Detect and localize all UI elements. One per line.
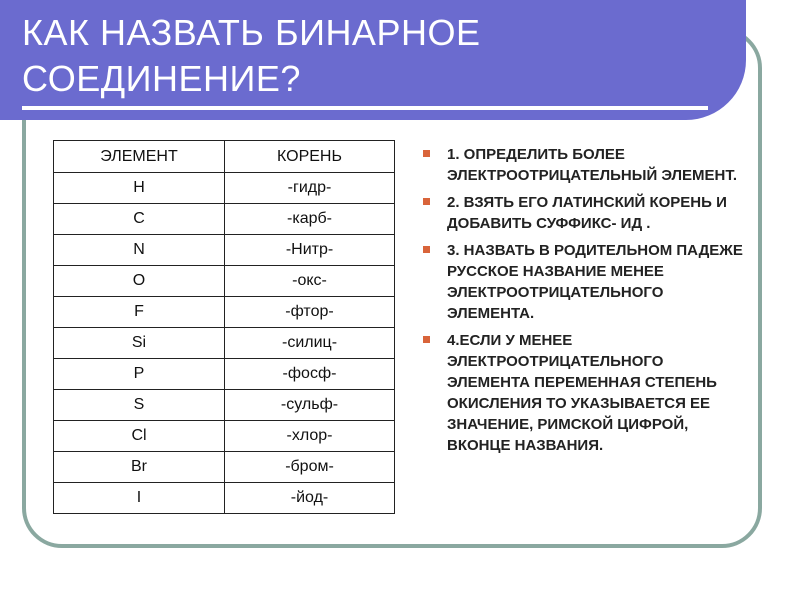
slide-title xyxy=(22,10,722,102)
element-cell: Si xyxy=(54,328,225,359)
root-cell: -сульф- xyxy=(225,390,395,421)
element-cell: O xyxy=(54,266,225,297)
list-item xyxy=(415,330,745,456)
element-root-table xyxy=(53,140,395,514)
title-line-2: СОЕДИНЕНИЕ? xyxy=(22,58,301,99)
root-cell: -фтор- xyxy=(225,297,395,328)
element-cell: Br xyxy=(54,452,225,483)
element-cell: S xyxy=(54,390,225,421)
bullet-icon xyxy=(423,246,430,253)
element-cell: P xyxy=(54,359,225,390)
root-cell: -фосф- xyxy=(225,359,395,390)
table-row xyxy=(54,483,395,514)
element-cell: F xyxy=(54,297,225,328)
table-row xyxy=(54,204,395,235)
rule-text-3: 3. НАЗВАТЬ В РОДИТЕЛЬНОМ ПАДЕЖЕ РУССКОЕ НАЗВАНИЕ МЕНЕЕ ЭЛЕКТРООТРИЦАТЕЛЬНОГО ЭЛЕМЕНТА. xyxy=(447,242,743,322)
rule-text-2: 2. ВЗЯТЬ ЕГО ЛАТИНСКИЙ КОРЕНЬ И ДОБАВИТЬ СУФФИКС- ИД . xyxy=(447,194,727,232)
element-cell: I xyxy=(54,483,225,514)
element-cell: H xyxy=(54,173,225,204)
root-cell: -бром- xyxy=(225,452,395,483)
table-row xyxy=(54,235,395,266)
table-row xyxy=(54,390,395,421)
rule-text-4: 4.ЕСЛИ У МЕНЕЕ ЭЛЕКТРООТРИЦАТЕЛЬНОГО ЭЛЕМЕНТА ПЕРЕМЕННАЯ СТЕПЕНЬ ОКИСЛЕНИЯ ТО УКАЗЫВАЕТСЯ ЕЕ ЗНАЧЕНИЕ, РИМСКОЙ ЦИФРОЙ, ВКОНЦЕ НАЗВАНИЯ. xyxy=(447,332,717,454)
element-root-table-container xyxy=(53,140,395,514)
bullet-icon xyxy=(423,198,430,205)
rule-text-1: 1. ОПРЕДЕЛИТЬ БОЛЕЕ ЭЛЕКТРООТРИЦАТЕЛЬНЫЙ ЭЛЕМЕНТ. xyxy=(447,146,737,184)
table-row xyxy=(54,266,395,297)
root-cell: -хлор- xyxy=(225,421,395,452)
title-banner xyxy=(0,0,746,120)
table-row xyxy=(54,452,395,483)
title-line-1: КАК НАЗВАТЬ БИНАРНОЕ xyxy=(22,12,481,53)
bullet-icon xyxy=(423,150,430,157)
root-cell: -карб- xyxy=(225,204,395,235)
table-row xyxy=(54,297,395,328)
column-header-element: ЭЛЕМЕНТ xyxy=(54,141,225,173)
root-cell: -Нитр- xyxy=(225,235,395,266)
list-item xyxy=(415,144,745,186)
list-item xyxy=(415,192,745,234)
element-cell: C xyxy=(54,204,225,235)
root-cell: -йод- xyxy=(225,483,395,514)
table-row xyxy=(54,359,395,390)
bullet-icon xyxy=(423,336,430,343)
root-cell: -гидр- xyxy=(225,173,395,204)
element-cell: N xyxy=(54,235,225,266)
table-row xyxy=(54,328,395,359)
table-row xyxy=(54,173,395,204)
element-cell: Cl xyxy=(54,421,225,452)
root-cell: -окс- xyxy=(225,266,395,297)
list-item xyxy=(415,240,745,324)
root-cell: -силиц- xyxy=(225,328,395,359)
column-header-root: КОРЕНЬ xyxy=(225,141,395,173)
title-underline xyxy=(22,106,708,110)
table-header-row xyxy=(54,141,395,173)
table-row xyxy=(54,421,395,452)
rules-list xyxy=(415,144,745,462)
